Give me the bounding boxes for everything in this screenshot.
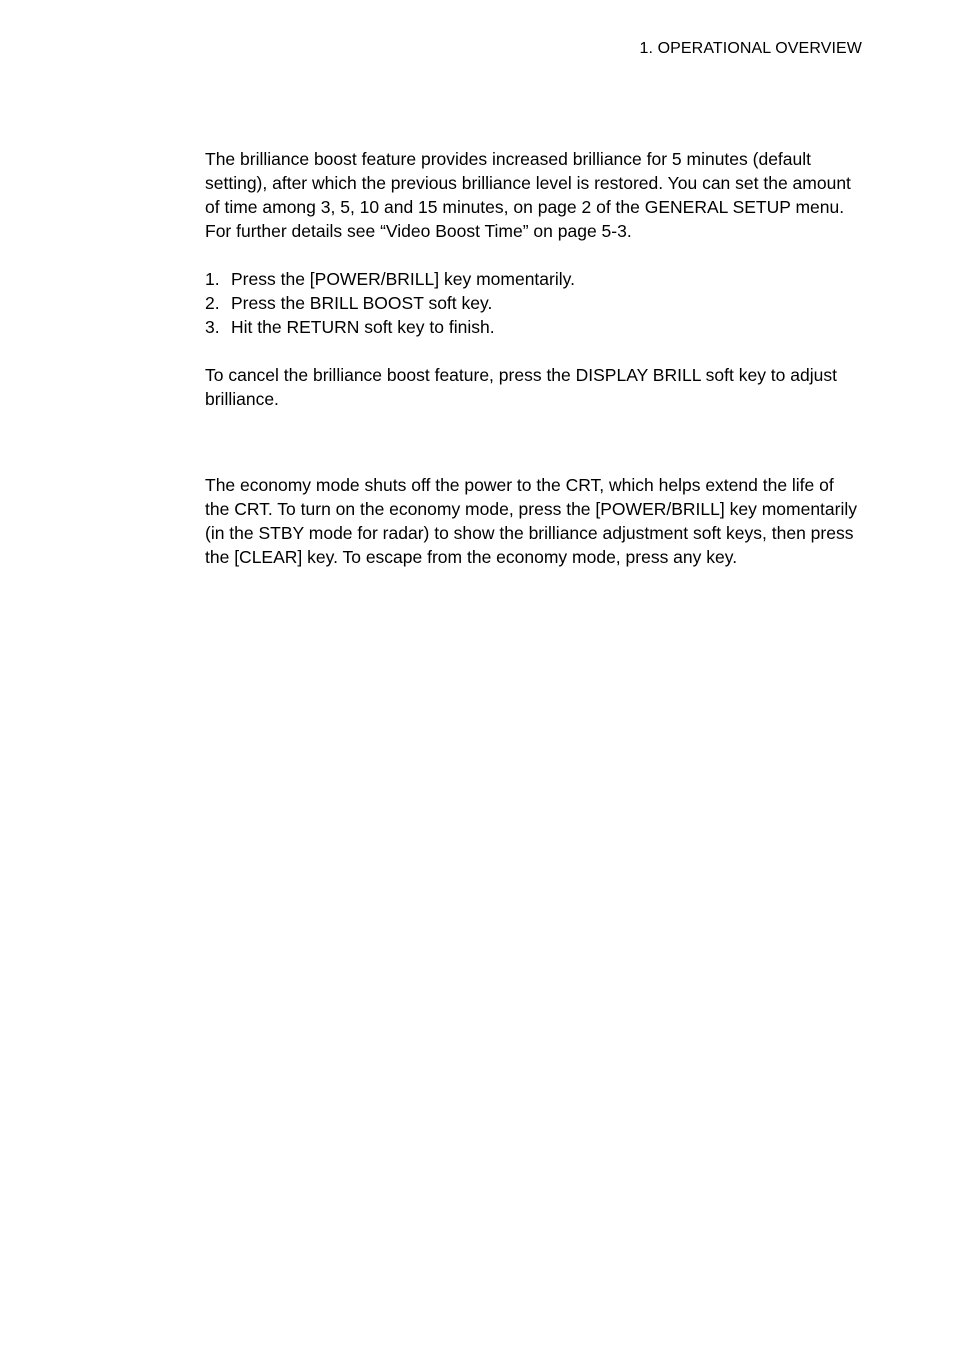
step-number: 3.: [205, 317, 220, 337]
brilliance-boost-cancel-note: To cancel the brilliance boost feature, press the DISPLAY BRILL soft key to adjust brilliance.: [205, 365, 837, 409]
step-number: 2.: [205, 293, 220, 313]
step-item: [205, 315, 860, 339]
step-number: 1.: [205, 269, 220, 289]
step-text: Press the BRILL BOOST soft key.: [231, 293, 493, 313]
step-text: Hit the RETURN soft key to finish.: [231, 317, 495, 337]
page-content: [205, 147, 860, 569]
step-item: [205, 267, 860, 291]
brilliance-boost-intro: The brilliance boost feature provides increased brilliance for 5 minutes (default setting), after which the previous brilliance level is restored. You can set the amount of time among 3, 5, 10 and 15 minutes, on page 2 of the GENERAL SETUP menu. For further details see “Video Boost Time” on page 5-3.: [205, 149, 851, 241]
brilliance-boost-steps: [205, 267, 860, 339]
step-text: Press the [POWER/BRILL] key momentarily.: [231, 269, 575, 289]
running-header: 1. OPERATIONAL OVERVIEW: [639, 40, 862, 57]
economy-mode-paragraph: The economy mode shuts off the power to the CRT, which helps extend the life of the CRT. To turn on the economy mode, press the [POWER/BRILL] key momentarily (in the STBY mode for radar) to show the brilliance adjustment soft keys, then press the [CLEAR] key. To escape from the economy mode, press any key.: [205, 475, 857, 567]
step-item: [205, 291, 860, 315]
